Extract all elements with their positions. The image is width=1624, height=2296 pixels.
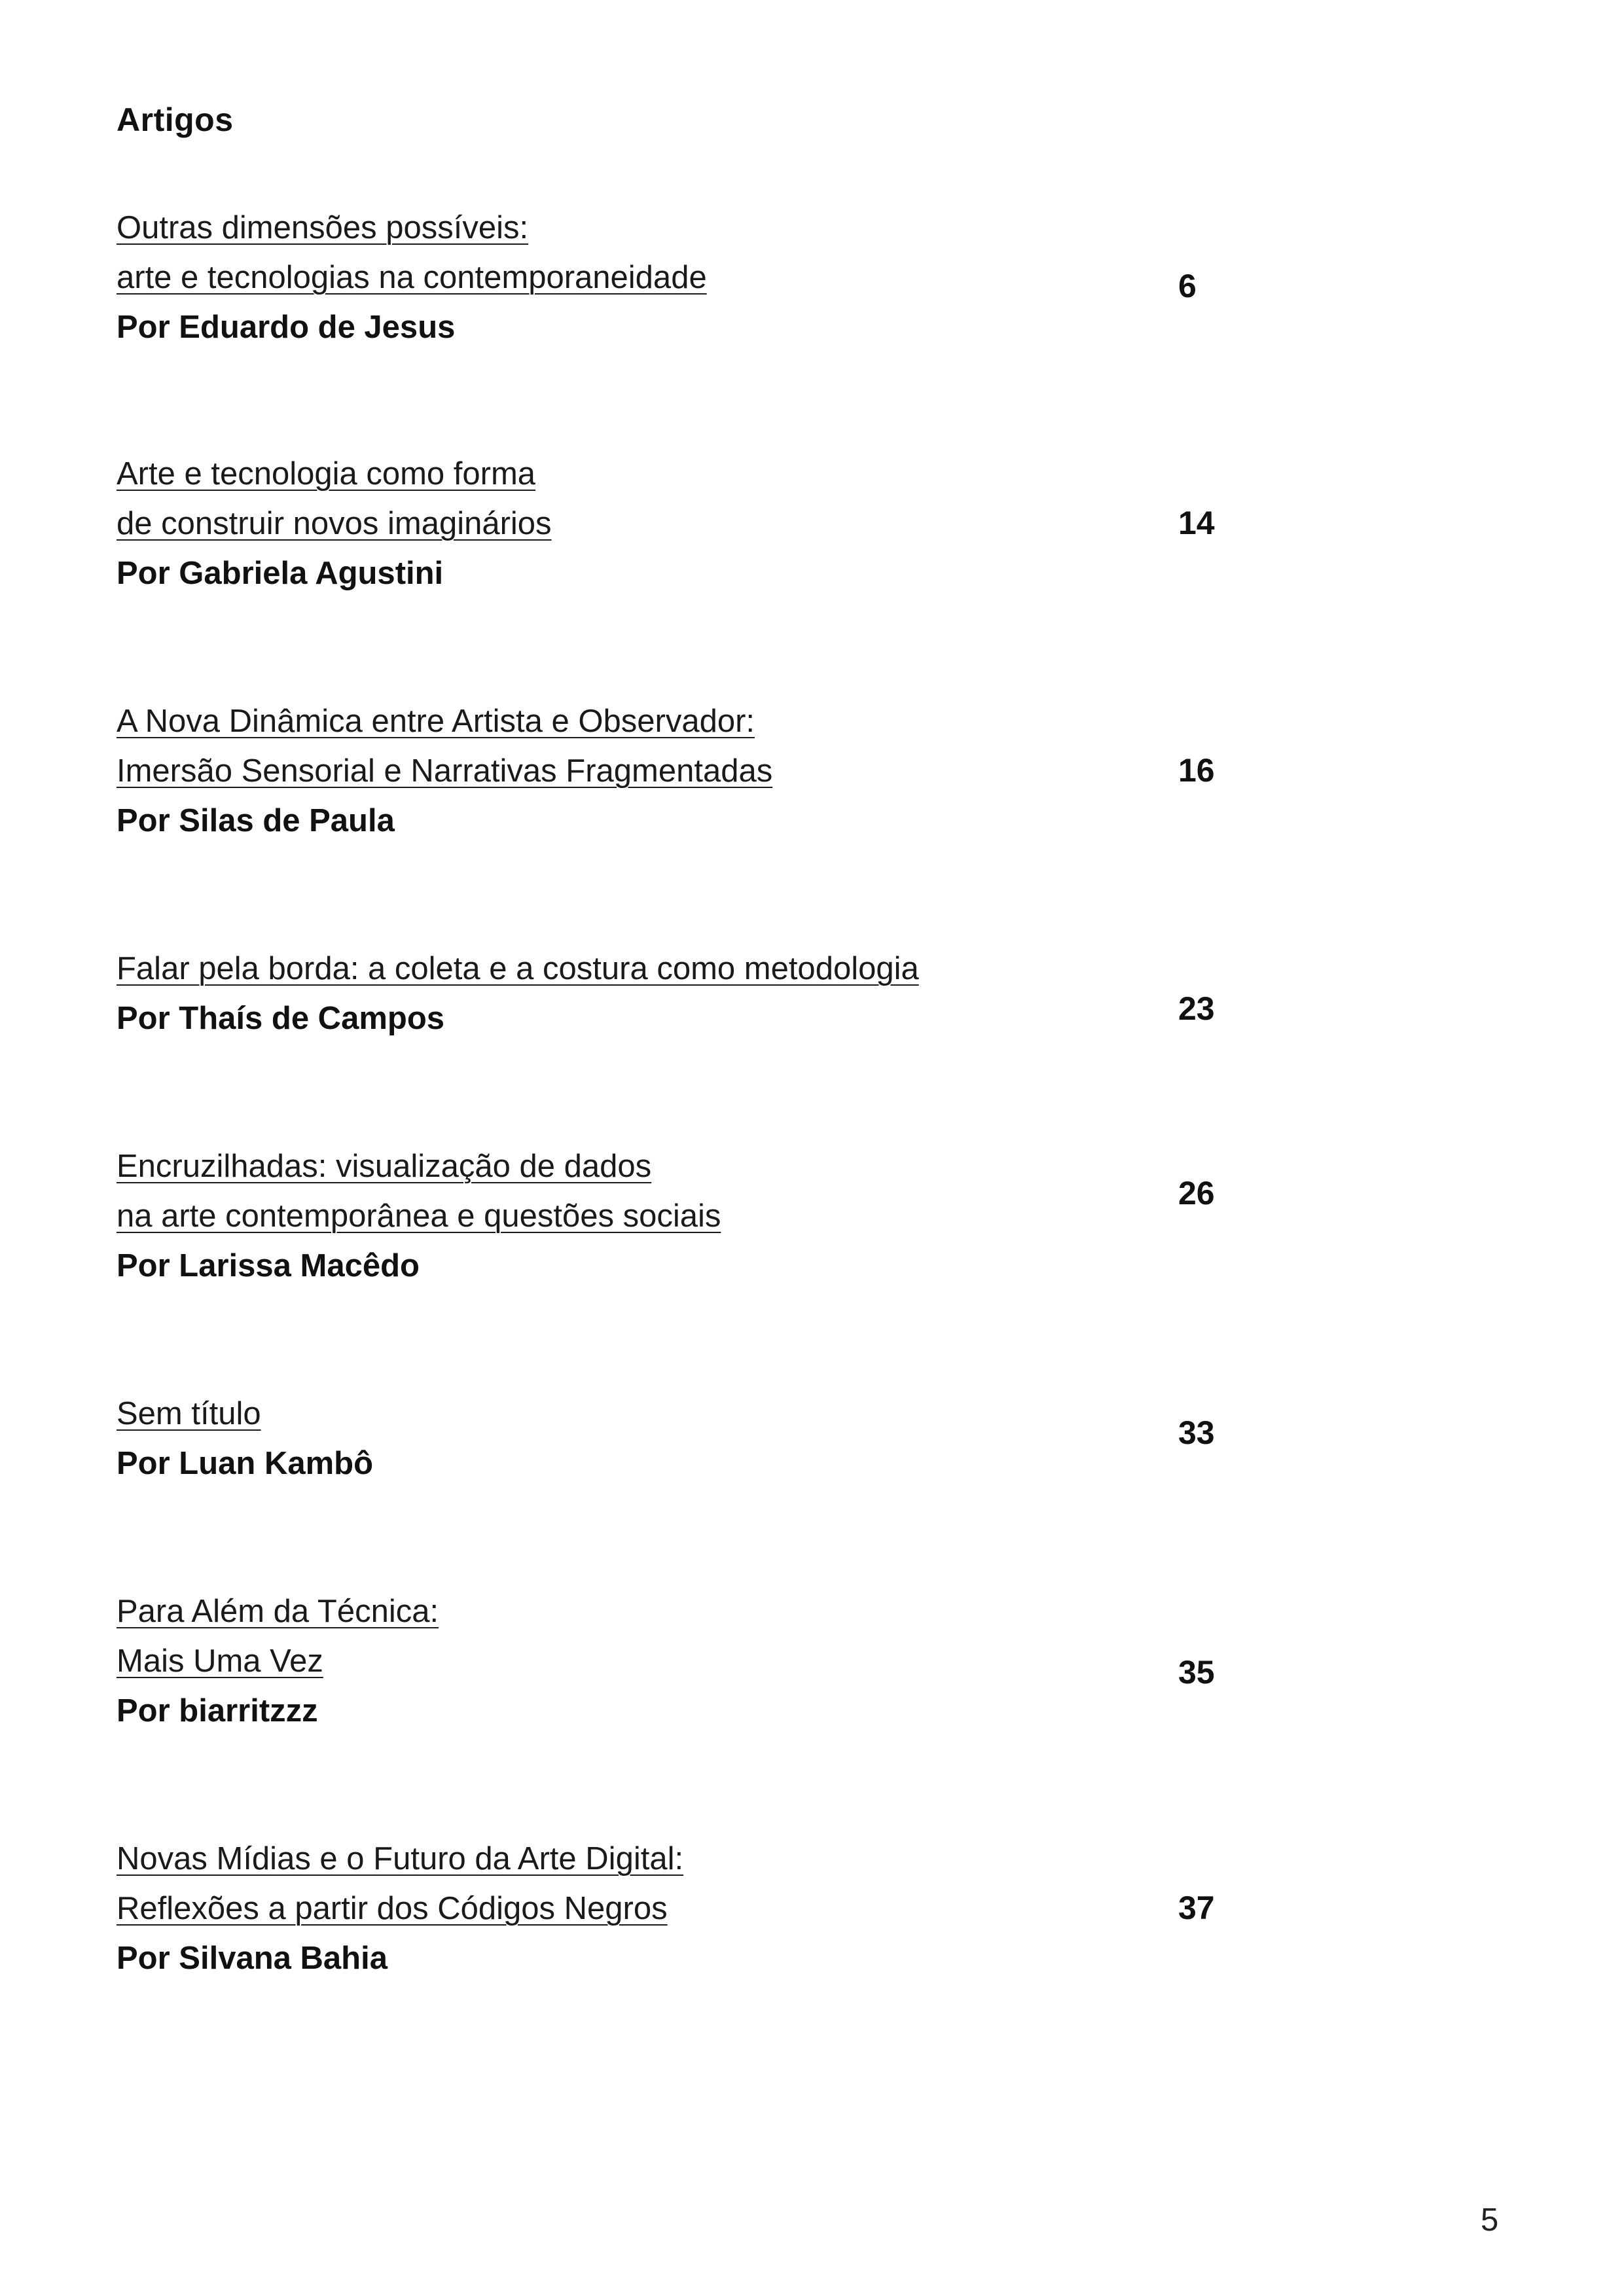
entry-page-number: 33 [1178, 1414, 1215, 1451]
entry-title[interactable] [117, 944, 1197, 994]
entry-title[interactable] [117, 1389, 1197, 1439]
entry-page-number: 26 [1178, 1175, 1215, 1211]
entry-title-line[interactable]: Imersão Sensorial e Narrativas Fragmentadas [117, 753, 773, 789]
entry-page-number: 14 [1178, 505, 1215, 541]
entry-title-line[interactable]: de construir novos imaginários [117, 506, 552, 541]
entry-title[interactable] [117, 1141, 1197, 1241]
entry-title[interactable] [117, 696, 1197, 796]
toc-entry-7 [117, 1587, 1491, 1736]
entry-title-line[interactable]: Outras dimensões possíveis: [117, 210, 529, 245]
entry-title[interactable] [117, 1834, 1197, 1933]
entry-author: Por Silas de Paula [117, 803, 395, 838]
entry-page-number: 35 [1178, 1654, 1215, 1691]
toc-entry-1 [117, 203, 1491, 352]
section-heading: Artigos [117, 101, 234, 138]
entry-title-line[interactable]: Sem título [117, 1396, 261, 1431]
toc-entry-4 [117, 944, 1491, 1043]
footer-page-number: 5 [1481, 2202, 1499, 2238]
entry-title-line[interactable]: Reflexões a partir dos Códigos Negros [117, 1891, 668, 1926]
entry-title-line[interactable]: Falar pela borda: a coleta e a costura como metodologia [117, 951, 919, 986]
entry-page-number: 16 [1178, 752, 1215, 789]
entry-author: Por Luan Kambô [117, 1446, 374, 1481]
entry-author: Por biarritzzz [117, 1693, 318, 1729]
entry-page-number: 37 [1178, 1890, 1215, 1926]
entry-title-line[interactable]: Novas Mídias e o Futuro da Arte Digital: [117, 1841, 684, 1876]
entry-author: Por Silvana Bahia [117, 1941, 388, 1976]
entry-title[interactable] [117, 449, 1197, 548]
toc-entry-5 [117, 1141, 1491, 1291]
entry-title[interactable] [117, 203, 1197, 302]
toc-entry-2 [117, 449, 1491, 598]
entry-title-line[interactable]: A Nova Dinâmica entre Artista e Observador: [117, 704, 755, 739]
entry-title-line[interactable]: arte e tecnologias na contemporaneidade [117, 260, 707, 295]
entry-author: Por Gabriela Agustini [117, 556, 444, 591]
entry-title[interactable] [117, 1587, 1197, 1686]
toc-entry-6 [117, 1389, 1491, 1488]
entry-author: Por Eduardo de Jesus [117, 310, 456, 345]
entry-title-line[interactable]: Para Além da Técnica: [117, 1594, 439, 1629]
entry-title-line[interactable]: Encruzilhadas: visualização de dados [117, 1149, 652, 1184]
entry-title-line[interactable]: na arte contemporânea e questões sociais [117, 1198, 721, 1234]
entry-page-number: 23 [1178, 990, 1215, 1027]
toc-entry-3 [117, 696, 1491, 846]
entry-author: Por Larissa Macêdo [117, 1248, 420, 1283]
toc-entry-8 [117, 1834, 1491, 1983]
entry-author: Por Thaís de Campos [117, 1001, 445, 1036]
entry-title-line[interactable]: Mais Uma Vez [117, 1643, 323, 1679]
entry-title-line[interactable]: Arte e tecnologia como forma [117, 456, 536, 492]
entry-page-number: 6 [1178, 268, 1197, 304]
